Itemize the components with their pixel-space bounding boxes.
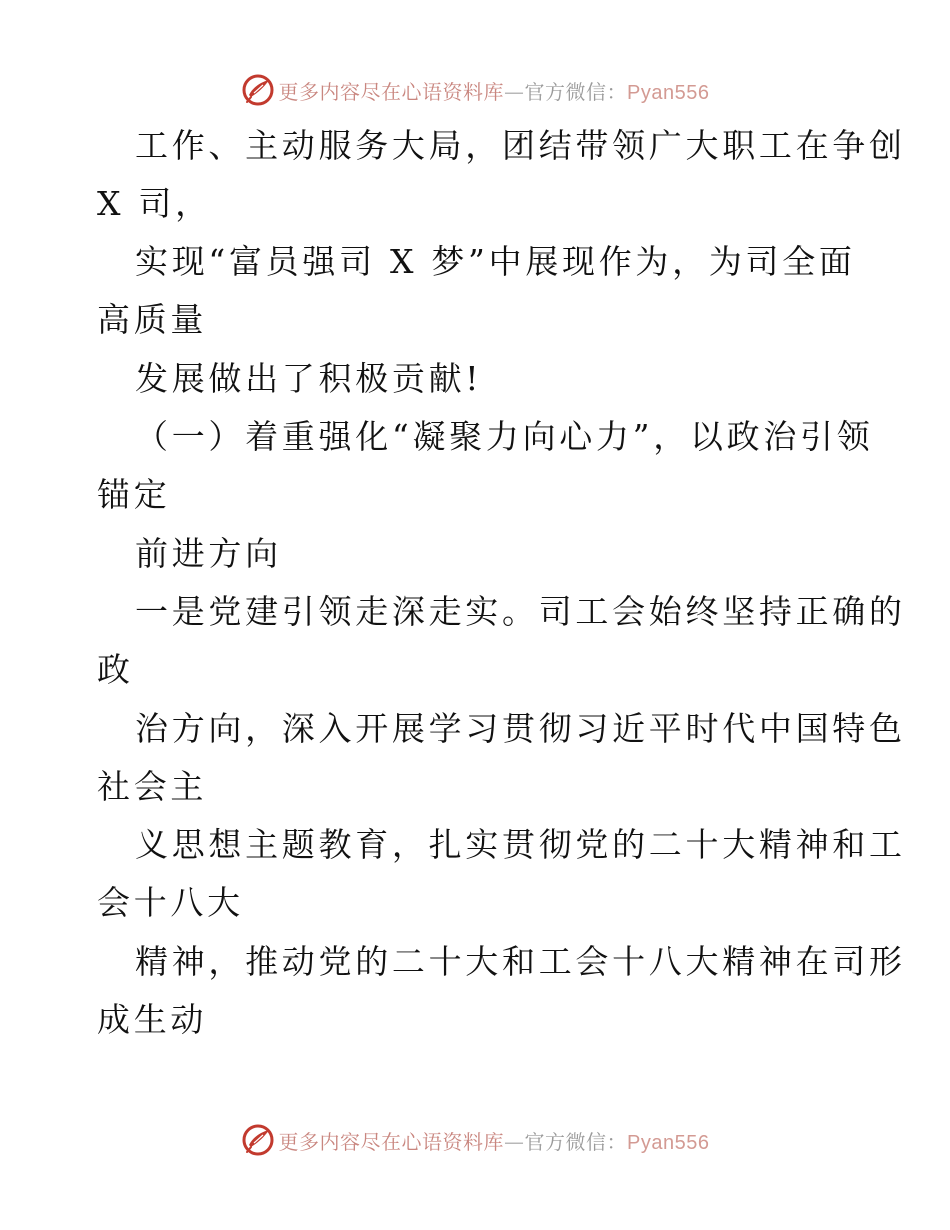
section-heading-line: （一）着重强化“凝聚力向心力”，以政治引领 — [135, 417, 874, 456]
footer-banner-main: 更多内容尽在心语资料库 — [278, 1129, 505, 1154]
footer-banner-code: Pyan556 — [627, 1131, 710, 1154]
header-banner-text — [279, 76, 710, 105]
footer-banner-dash: — — [504, 1129, 525, 1154]
feather-pen-logo-icon — [241, 73, 275, 107]
header-banner-main: 更多内容尽在心语资料库 — [278, 79, 505, 104]
body-line: 精神，推动党的二十大和工会十八大精神在司形 — [135, 942, 906, 981]
section-heading-line: 锚定 — [97, 475, 171, 514]
footer-banner-wechat: 官方微信： — [524, 1129, 628, 1154]
body-line: 成生动 — [97, 1000, 208, 1039]
body-line: 政 — [97, 650, 134, 689]
body-line: X 司， — [97, 184, 212, 223]
footer-banner-text — [279, 1126, 710, 1155]
section-heading-line: 前进方向 — [135, 534, 282, 573]
body-line: 会十八大 — [97, 883, 244, 922]
body-line: 高质量 — [97, 300, 208, 339]
header-banner-wechat: 官方微信： — [524, 79, 628, 104]
body-line: 发展做出了积极贡献! — [135, 359, 483, 398]
feather-pen-logo-icon — [241, 1123, 275, 1157]
body-line: 工作、主动服务大局，团结带领广大职工在争创 — [135, 126, 906, 165]
header-banner-code: Pyan556 — [627, 81, 710, 104]
header-banner-dash: — — [504, 79, 525, 104]
footer-banner — [0, 1120, 950, 1160]
body-line: 义思想主题教育，扎实贯彻党的二十大精神和工 — [135, 825, 906, 864]
body-line: 一是党建引领走深走实。司工会始终坚持正确的 — [135, 592, 906, 631]
body-line: 治方向，深入开展学习贯彻习近平时代中国特色 — [135, 709, 906, 748]
body-line: 社会主 — [97, 767, 208, 806]
header-banner — [0, 70, 950, 110]
body-line: 实现“富员强司 X 梦”中展现作为，为司全面 — [135, 242, 856, 281]
